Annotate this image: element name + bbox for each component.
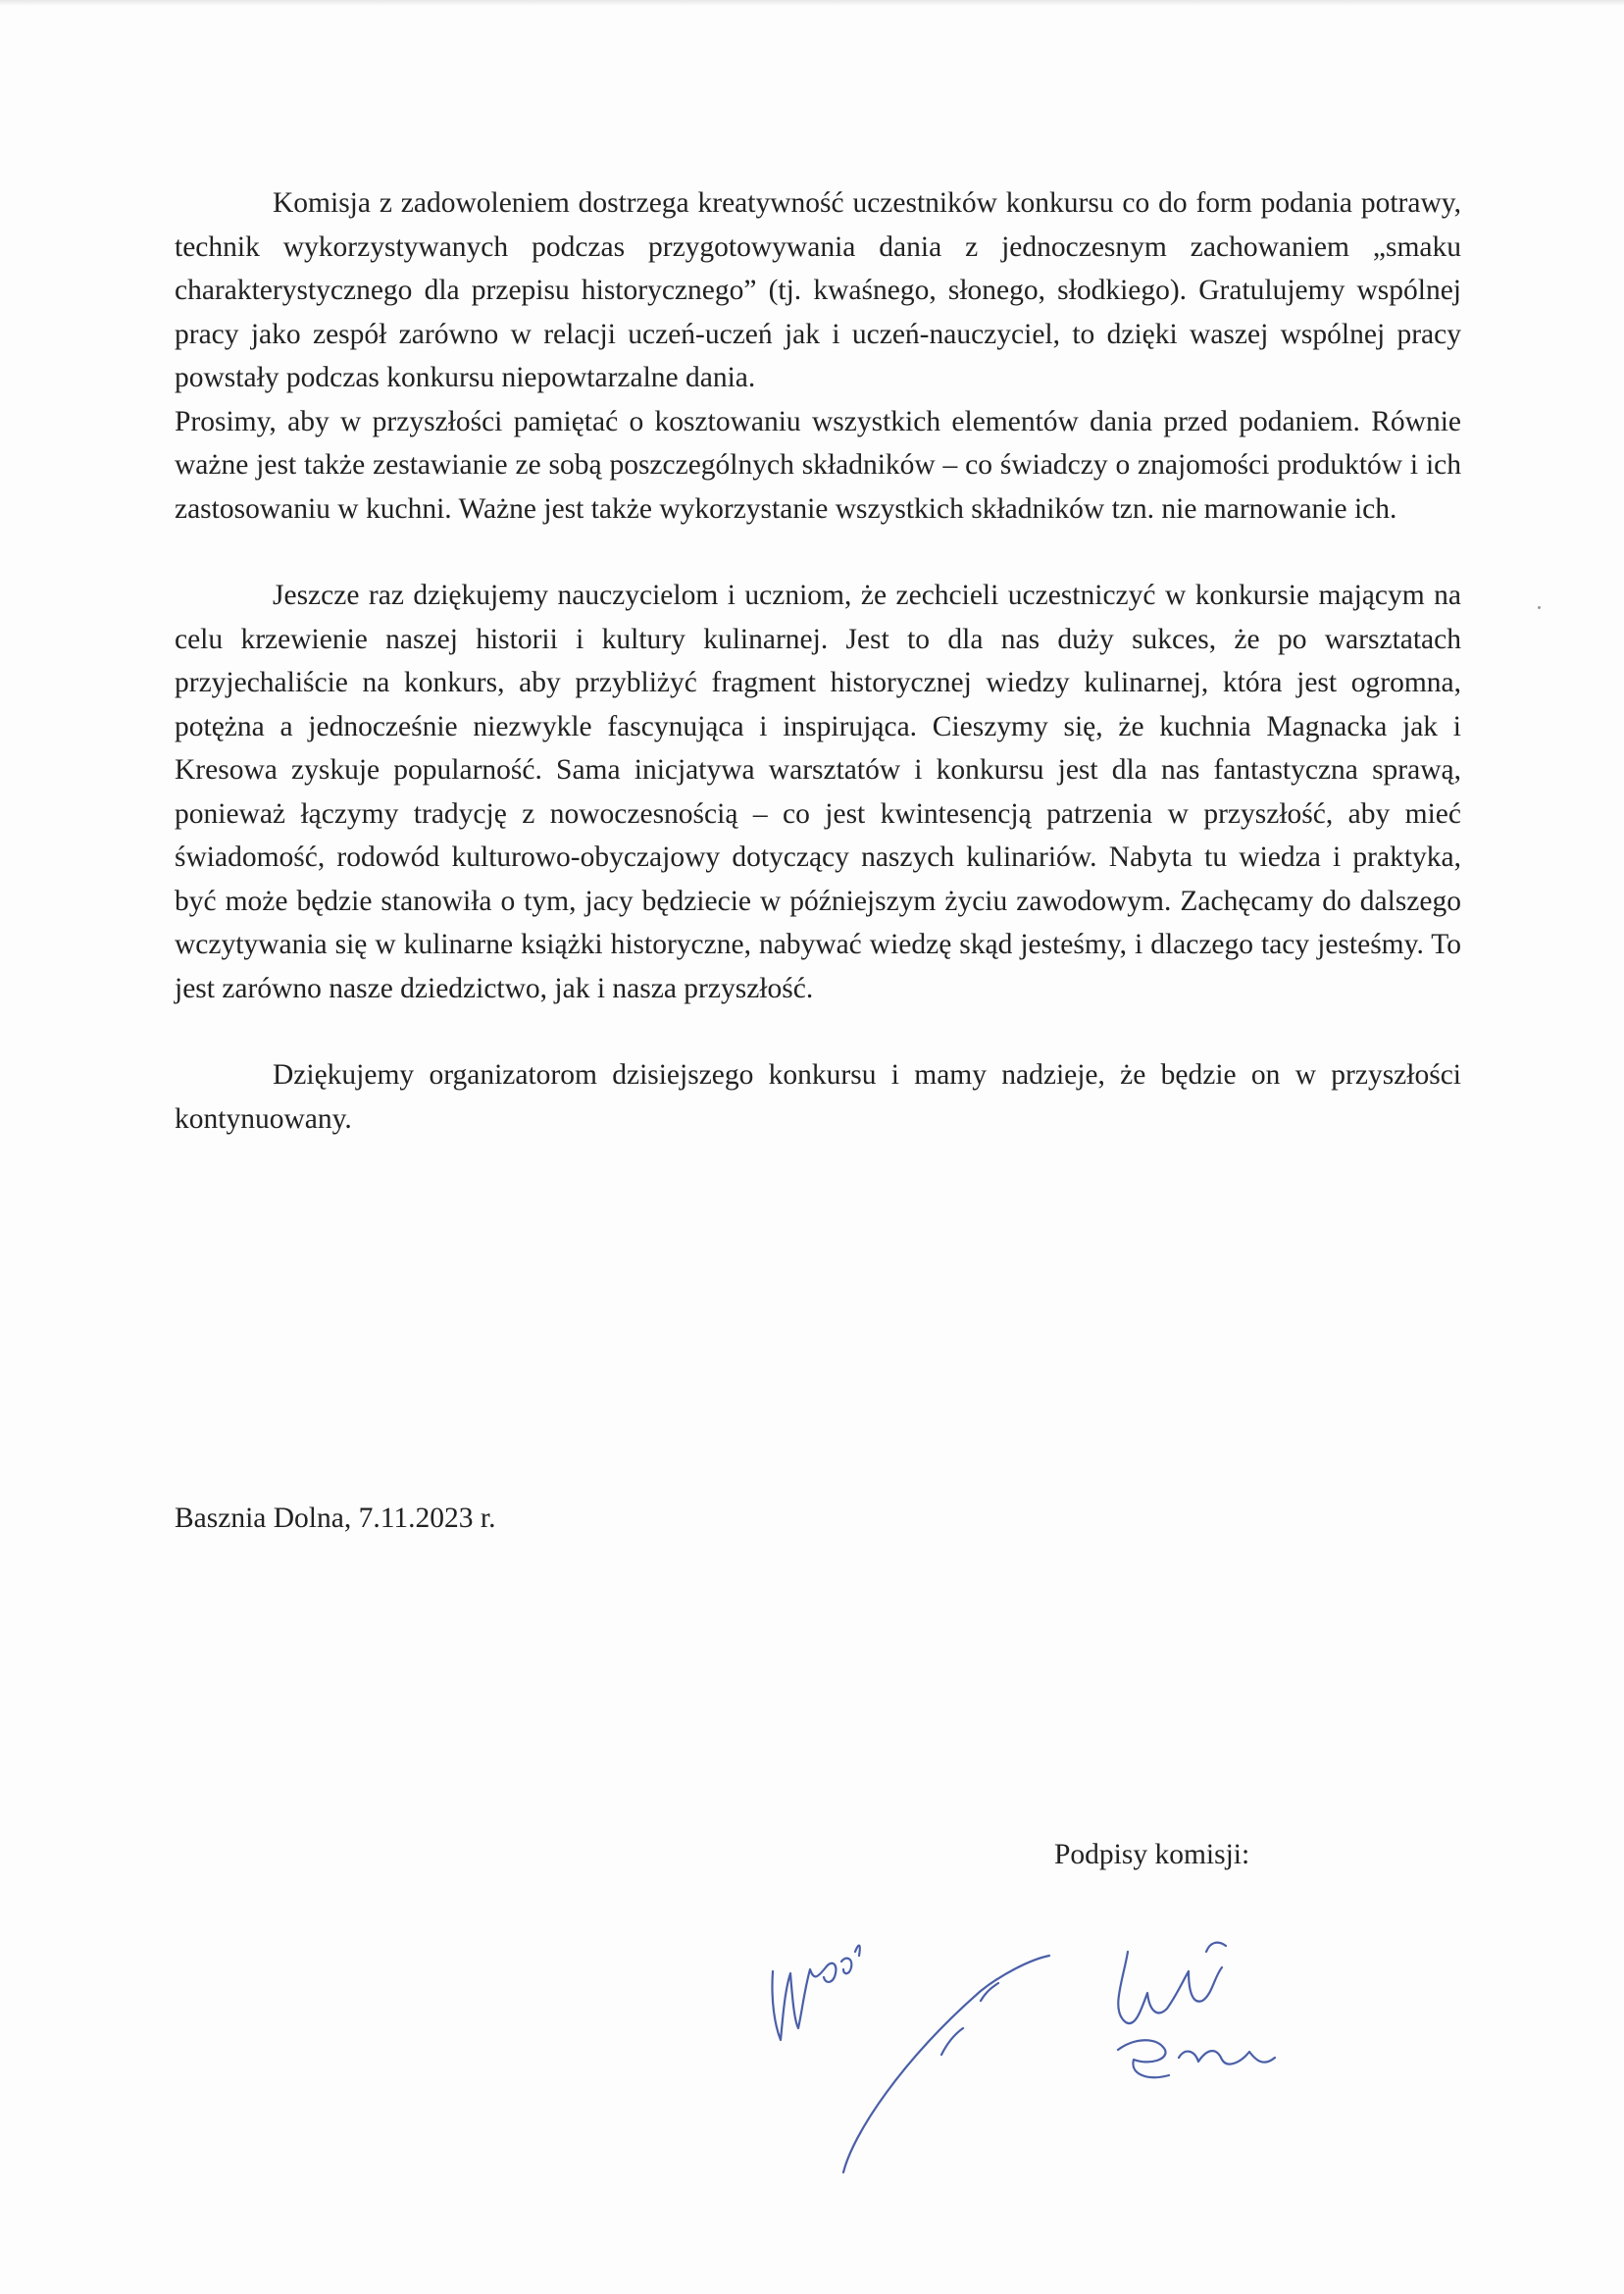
signature-2	[843, 1956, 1049, 2172]
signatures-label: Podpisy komisji:	[1054, 1839, 1250, 1870]
signatures	[745, 1912, 1393, 2187]
signature-1	[772, 1946, 859, 2040]
paragraph-praise: Komisja z zadowoleniem dostrzega kreatywność uczestników konkursu co do form podania potrawy, technik wykorzystywanych podczas przygotowywania dania z jednoczesnym zachowaniem „smaku charakterystycznego dla przepisu historycznego” (tj. kwaśnego, słonego, słodkiego). Gratulujemy wspólnej pracy jako zespół zarówno w relacji uczeń-uczeń jak i uczeń-nauczyciel, to dzięki waszej wspólnej pracy powstały podczas konkursu niepowtarzalne dania.	[175, 187, 1461, 393]
scan-edge	[0, 0, 1624, 6]
place-date: Basznia Dolna, 7.11.2023 r.	[175, 1503, 496, 1534]
signature-3	[1118, 1943, 1275, 2078]
paragraph-thanks: Jeszcze raz dziękujemy nauczycielom i uczniom, że zechcieli uczestniczyć w konkursie mającym na celu krzewienie naszej historii i kultury kulinarnej. Jest to dla nas duży sukces, że po warsztatach przyjechaliście na konkurs, aby przybliżyć fragment historycznej wiedzy kulinarnej, która jest ogromna, potężna a jednocześnie niezwykle fascynująca i inspirująca. Cieszymy się, że kuchnia Magnacka jak i Kresowa zyskuje popularność. Sama inicjatywa warsztatów i konkursu jest dla nas fantastyczna sprawą, ponieważ łączymy tradycję z nowoczesnością – co jest kwintesencją patrzenia w przyszłość, aby mieć świadomość, rodowód kulturowo-obyczajowy dotyczący naszych kulinariów. Nabyta tu wiedza i praktyka, być może będzie stanowiła o tym, jacy będziecie w późniejszym życiu zawodowym. Zachęcamy do dalszego wczytywania się w kulinarne książki historyczne, nabywać wiedzę skąd jesteśmy, i dlaczego tacy jesteśmy. To jest zarówno nasze dziedzictwo, jak i nasza przyszłość.	[175, 580, 1461, 1004]
paragraph-requests: Prosimy, aby w przyszłości pamiętać o kosztowaniu wszystkich elementów dania przed podaniem. Równie ważne jest także zestawianie ze sobą poszczególnych składników – co świadczy o znajomości produktów i ich zastosowaniu w kuchni. Ważne jest także wykorzystanie wszystkich składników tzn. nie marnowanie ich.	[175, 405, 1461, 525]
letter-body	[175, 181, 1461, 1141]
scan-speck	[1538, 606, 1541, 609]
paragraph-organizers: Dziękujemy organizatorom dzisiejszego konkursu i mamy nadzieje, że będzie on w przyszłości kontynuowany.	[175, 1059, 1461, 1135]
